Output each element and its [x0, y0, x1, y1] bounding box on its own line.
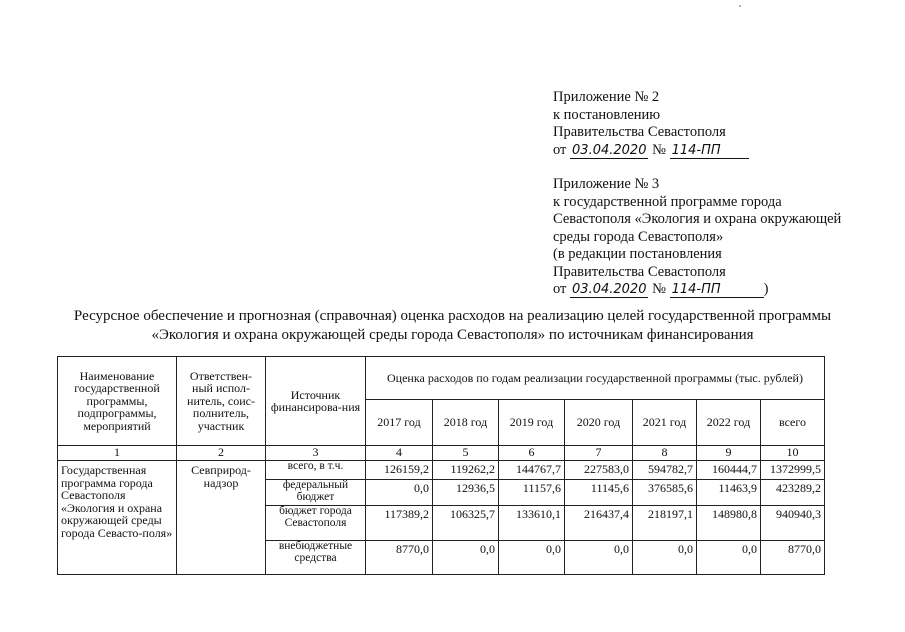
handwritten-date: 03.04.2020: [572, 142, 647, 158]
value-cell: 0,0: [697, 541, 761, 575]
value-cell: 376585,6: [633, 480, 697, 506]
column-number: 5: [433, 446, 499, 461]
title-line2: «Экология и охрана окружающей среды города Севастополя» по источникам финансирования: [151, 327, 754, 343]
column-number: 6: [499, 446, 565, 461]
column-number: 3: [266, 446, 366, 461]
date-prefix: от: [553, 281, 567, 297]
date-prefix: от: [553, 141, 567, 158]
value-cell: 11145,6: [565, 480, 633, 506]
number-prefix: №: [652, 281, 666, 297]
value-cell: 216437,4: [565, 506, 633, 541]
document-title: [30, 307, 875, 345]
column-number: 1: [58, 446, 177, 461]
source-cell: федеральный бюджет: [266, 480, 366, 506]
value-cell: 218197,1: [633, 506, 697, 541]
appendix-3-line5: (в редакции постановления: [553, 246, 722, 262]
handwritten-date: 03.04.2020: [572, 282, 647, 297]
value-cell: 106325,7: [433, 506, 499, 541]
header-year-2021: 2021 год: [633, 400, 697, 446]
value-cell: 0,0: [633, 541, 697, 575]
value-cell: 117389,2: [366, 506, 433, 541]
column-number: 4: [366, 446, 433, 461]
header-responsible: Ответствен-ный испол-нитель, соис-полнитель, участник: [177, 357, 266, 446]
value-cell: 8770,0: [366, 541, 433, 575]
header-total: всего: [761, 400, 825, 446]
number-prefix: №: [652, 141, 666, 158]
column-number-row: [58, 446, 825, 461]
value-cell: 126159,2: [366, 461, 433, 480]
responsible-cell: Севприрод-надзор: [177, 461, 266, 575]
column-number: 10: [761, 446, 825, 461]
header-year-2019: 2019 год: [499, 400, 565, 446]
value-cell: 423289,2: [761, 480, 825, 506]
table-row: [58, 461, 825, 480]
header-source: Источник финансирова-ния: [266, 357, 366, 446]
scan-speck: [739, 5, 741, 7]
value-cell: 119262,2: [433, 461, 499, 480]
appendix-2-line1: Приложение № 2: [553, 89, 660, 105]
value-cell: 148980,8: [697, 506, 761, 541]
appendix-3-line3: Севастополя «Экология и охрана окружающей: [553, 211, 842, 227]
value-cell: 0,0: [499, 541, 565, 575]
appendix-2-date-line: [553, 142, 749, 160]
value-cell: 8770,0: [761, 541, 825, 575]
source-cell: всего, в т.ч.: [266, 461, 366, 480]
header-year-2022: 2022 год: [697, 400, 761, 446]
value-cell: 0,0: [433, 541, 499, 575]
value-cell: 11463,9: [697, 480, 761, 506]
value-cell: 12936,5: [433, 480, 499, 506]
handwritten-number: 114-ПП: [670, 283, 764, 298]
financing-table: [57, 356, 825, 575]
appendix-3-line2: к государственной программе города: [553, 193, 782, 210]
value-cell: 940940,3: [761, 506, 825, 541]
title-line1: Ресурсное обеспечение и прогнозная (справочная) оценка расходов на реализацию целей государственной программы: [73, 308, 832, 324]
closing-paren: ): [763, 281, 769, 297]
header-estimate: Оценка расходов по годам реализации государственной программы (тыс. рублей): [366, 357, 825, 400]
header-year-2018: 2018 год: [433, 400, 499, 446]
appendix-3-line6: Правительства Севастополя: [553, 263, 726, 280]
value-cell: 144767,7: [499, 461, 565, 480]
value-cell: 227583,0: [565, 461, 633, 480]
column-number: 8: [633, 446, 697, 461]
program-name-cell: Государственная программа города Севастополя «Экология и охрана окружающей среды города Севасто-поля»: [58, 461, 177, 575]
header-row-1: [58, 357, 825, 400]
header-name: Наименование государственной программы, подпрограммы, мероприятий: [58, 357, 177, 446]
value-cell: 594782,7: [633, 461, 697, 480]
source-cell: внебюджетные средства: [266, 541, 366, 575]
header-year-2020: 2020 год: [565, 400, 633, 446]
appendix-2-block: [553, 89, 749, 159]
appendix-3-date-line: [553, 281, 841, 299]
appendix-3-line1: Приложение № 3: [553, 176, 660, 192]
appendix-2-line2: к постановлению: [553, 106, 661, 123]
appendix-3-line4: среды города Севастополя»: [553, 228, 724, 245]
value-cell: 11157,6: [499, 480, 565, 506]
source-cell: бюджет города Севастополя: [266, 506, 366, 541]
handwritten-number: 114-ПП: [670, 144, 749, 159]
value-cell: 0,0: [565, 541, 633, 575]
header-year-2017: 2017 год: [366, 400, 433, 446]
column-number: 2: [177, 446, 266, 461]
value-cell: 160444,7: [697, 461, 761, 480]
value-cell: 133610,1: [499, 506, 565, 541]
column-number: 7: [565, 446, 633, 461]
appendix-3-block: [553, 176, 841, 299]
appendix-2-line3: Правительства Севастополя: [553, 124, 726, 140]
column-number: 9: [697, 446, 761, 461]
value-cell: 1372999,5: [761, 461, 825, 480]
value-cell: 0,0: [366, 480, 433, 506]
